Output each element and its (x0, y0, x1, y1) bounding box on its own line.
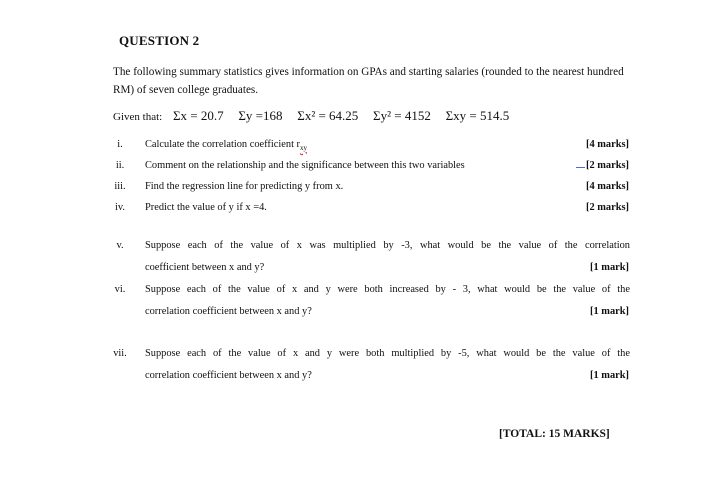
item-text (145, 279, 630, 323)
item-text: Predict the value of y if x =4. (145, 202, 267, 213)
edit-mark-icon (576, 158, 585, 168)
item-marks: [4 marks] (586, 139, 629, 150)
item-number: ii. (115, 160, 125, 171)
given-sum-x: Σx = 20.7 (172, 108, 224, 123)
item-number: v. (116, 240, 124, 251)
item-text-line-2: coefficient between x and y? (145, 262, 265, 273)
item-text-line-1: Suppose each of the value of x and y were both multiplied by -5, what would be the value of the (145, 348, 630, 359)
item-marks: [1 mark] (590, 306, 629, 317)
item-text: Comment on the relationship and the significance between this two variables (145, 160, 465, 171)
given-sum-xy: Σxy = 514.5 (445, 108, 510, 123)
item-text-line-2: correlation coefficient between x and y? (145, 370, 312, 381)
question-intro: The following summary statistics gives information on GPAs and starting salaries (rounded to the nearest hundred RM) of seven college graduates. (113, 66, 624, 96)
item-text-line-1: Suppose each of the value of x was multiplied by -3, what would be the value of the correlation (145, 240, 630, 251)
given-sum-y-squared: Σy² = 4152 (373, 108, 431, 123)
given-sum-x-squared: Σx² = 64.25 (297, 108, 359, 123)
item-marks (576, 155, 629, 177)
item-text-line-2: correlation coefficient between x and y? (145, 306, 312, 317)
total-marks: [TOTAL: 15 MARKS] (499, 428, 610, 440)
item-text (145, 343, 630, 387)
given-sum-y: Σy =168 (238, 108, 283, 123)
question-title: QUESTION 2 (119, 33, 200, 48)
item-subscript: xy (300, 144, 308, 153)
item-marks: [2 marks] (586, 202, 629, 213)
item-marks: [1 mark] (590, 262, 629, 273)
item-text-line-1: Suppose each of the value of x and y were both increased by - 3, what would be the value of the (145, 284, 630, 295)
item-text-main: Calculate the correlation coefficient r (145, 139, 301, 150)
item-marks: [4 marks] (586, 181, 629, 192)
item-marks-label: [2 marks] (586, 160, 629, 171)
item-text (145, 235, 630, 279)
item-number: i. (117, 139, 123, 150)
item-number: iv. (114, 202, 125, 213)
item-number: iii. (114, 181, 126, 192)
item-number: vi. (114, 284, 126, 295)
item-number: vii. (113, 348, 127, 359)
item-marks: [1 mark] (590, 370, 629, 381)
given-statistics (113, 108, 509, 124)
given-label: Given that: (113, 111, 163, 123)
item-text: Find the regression line for predicting y from x. (145, 181, 344, 192)
